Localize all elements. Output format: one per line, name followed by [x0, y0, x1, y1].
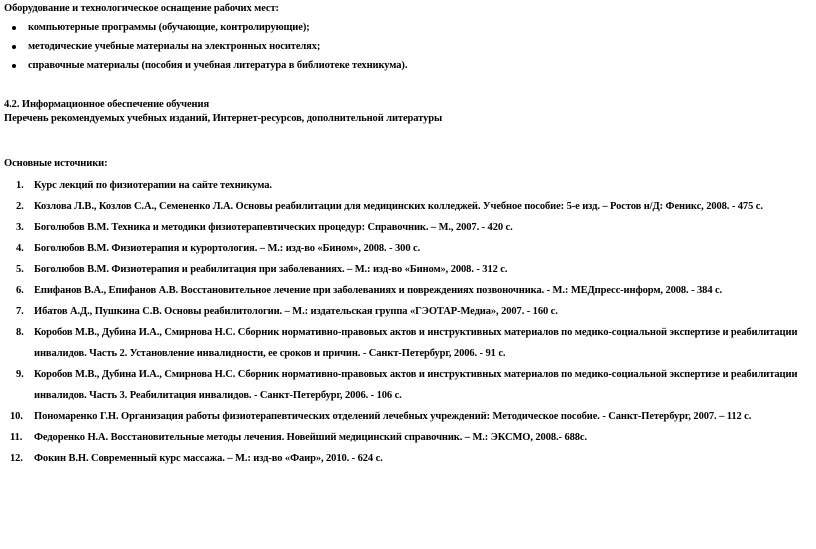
reference-text: Коробов М.В., Дубина И.А., Смирнова Н.С. Сборник нормативно-правовых актов и инструктивных материалов по медико-социальной экспертизе и реабилитации инвалидов. Часть 3. Реабилитация инвалидов. - Санкт-Петербург, 2006. - 106 с. — [34, 369, 798, 401]
reference-item — [4, 175, 812, 196]
list-item — [4, 37, 407, 56]
reference-number: 2. — [16, 201, 24, 212]
section-title: 4.2. Информационное обеспечение обучения — [4, 99, 210, 110]
reference-item — [4, 427, 812, 448]
reference-text: Курс лекций по физиотерапии на сайте техникума. — [34, 180, 272, 191]
reference-item — [4, 238, 812, 259]
reference-text: Боголюбов В.М. Техника и методики физиотерапевтических процедур: Справочник. – М., 2007. - 420 с. — [34, 222, 513, 233]
reference-number: 12. — [10, 453, 23, 464]
reference-text: Пономаренко Г.Н. Организация работы физиотерапевтических отделений лечебных учреждений: Методическое пособие. - Санкт-Петербург, 2007. – 112 с. — [34, 411, 752, 422]
list-item — [4, 56, 407, 75]
reference-number: 11. — [10, 432, 23, 443]
bullet-icon — [12, 64, 16, 68]
equipment-title: Оборудование и технологическое оснащение рабочих мест: — [4, 3, 279, 14]
reference-number: 4. — [16, 243, 24, 254]
sources-title: Основные источники: — [4, 158, 108, 169]
reference-number: 7. — [16, 306, 24, 317]
reference-number: 3. — [16, 222, 24, 233]
list-item-text: справочные материалы (пособия и учебная литература в библиотеке техникума). — [28, 60, 408, 71]
reference-text: Епифанов В.А., Епифанов А.В. Восстановительное лечение при заболеваниях и повреждениях позвоночника. - М.: МЕДпресс-информ, 2008. - 384 с. — [34, 285, 723, 296]
references-list — [4, 175, 812, 469]
reference-item — [4, 280, 812, 301]
reference-item — [4, 217, 812, 238]
reference-text: Боголюбов В.М. Физиотерапия и реабилитация при заболеваниях. – М.: изд-во «Бином», 2008. - 312 с. — [34, 264, 508, 275]
bullet-icon — [12, 45, 16, 49]
reference-text: Коробов М.В., Дубина И.А., Смирнова Н.С. Сборник нормативно-правовых актов и инструктивных материалов по медико-социальной экспертизе и реабилитации инвалидов. Часть 2. Установление инвалидности, ее сроков и причин. - Санкт-Петербург, 2006. - 91 с. — [34, 327, 798, 359]
reference-number: 5. — [16, 264, 24, 275]
reference-number: 10. — [10, 411, 23, 422]
reference-item — [4, 406, 812, 427]
reference-item — [4, 364, 812, 406]
reference-text: Боголюбов В.М. Физиотерапия и курортология. – М.: изд-во «Бином», 2008. - 300 с. — [34, 243, 421, 254]
reference-item — [4, 301, 812, 322]
reference-number: 1. — [16, 180, 24, 191]
reference-text: Козлова Л.В., Козлов С.А., Семененко Л.А. Основы реабилитации для медицинских колледжей. Учебное пособие: 5-е изд. – Ростов н/Д: Феникс, 2008. - 475 с. — [34, 201, 763, 212]
list-item — [4, 18, 407, 37]
reference-item — [4, 448, 812, 469]
section-subtitle: Перечень рекомендуемых учебных изданий, Интернет-ресурсов, дополнительной литературы — [4, 113, 443, 124]
reference-text: Федоренко Н.А. Восстановительные методы лечения. Новейший медицинский справочник. – М.: ЭКСМО, 2008.- 688с. — [34, 432, 587, 443]
list-item-text: методические учебные материалы на электронных носителях; — [28, 41, 321, 52]
reference-number: 8. — [16, 327, 24, 338]
reference-text: Фокин В.Н. Современный курс массажа. – М.: изд-во «Фаир», 2010. - 624 с. — [34, 453, 383, 464]
reference-text: Ибатов А.Д., Пушкина С.В. Основы реабилитологии. – М.: издательская группа «ГЭОТАР-Медиа», 2007. - 160 с. — [34, 306, 558, 317]
reference-number: 9. — [16, 369, 24, 380]
equipment-list — [4, 18, 407, 75]
reference-item — [4, 196, 812, 217]
bullet-icon — [12, 26, 16, 30]
reference-item — [4, 322, 812, 364]
reference-number: 6. — [16, 285, 24, 296]
list-item-text: компьютерные программы (обучающие, контролирующие); — [28, 22, 310, 33]
reference-item — [4, 259, 812, 280]
